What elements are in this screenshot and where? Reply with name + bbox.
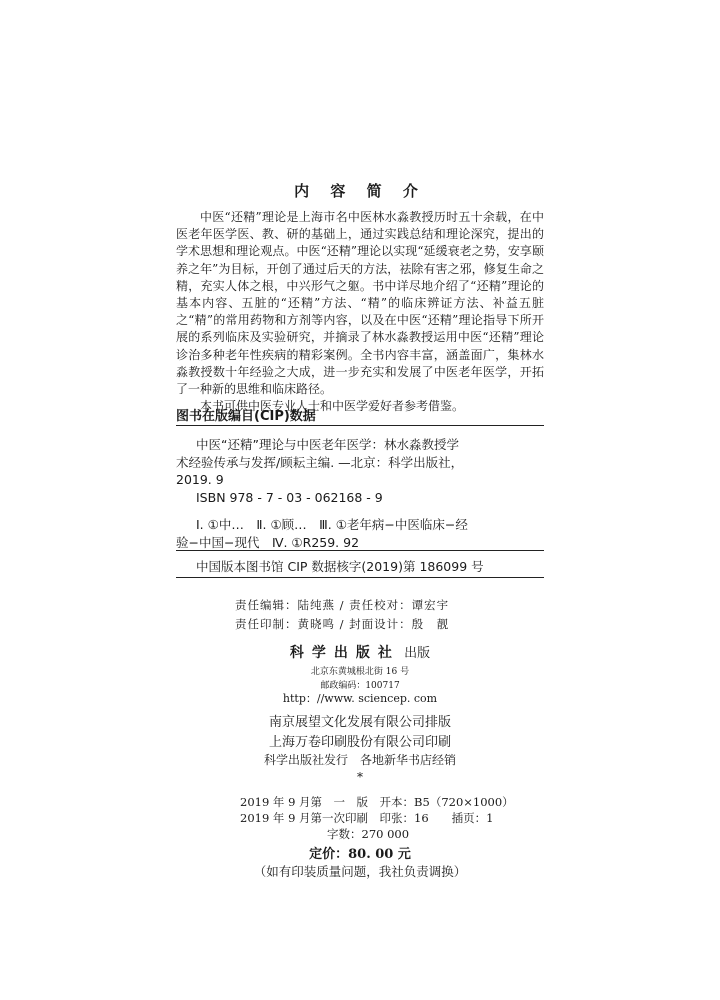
publisher-postcode: 邮政编码：100717 [320,681,400,691]
price: 定价：80. 00 元 [309,847,411,862]
cip-middle-rule [176,550,544,551]
cip-heading: 图书在版编目(CIP)数据 [176,409,316,424]
word-count: 字数：270 000 [327,827,410,841]
cip-isbn: ISBN 978 - 7 - 03 - 062168 - 9 [196,489,383,505]
cip-bottom-rule [176,577,544,578]
credits-line: 责任印制：黄晓鸣 / 封面设计：殷 靓 [235,617,450,631]
publisher-address: 北京东黄城根北街 16 号 [310,667,410,677]
intro-title: 内 容 简 介 [294,182,426,200]
intro-text [176,209,544,415]
edition-line: 2019 年 9 月第 一 版 开本：B5（720×1000） [240,795,514,809]
publisher-logo: 科学出版社 [289,645,400,661]
publisher-line [0,642,720,662]
cip-classification: Ⅰ. ①中… Ⅱ. ①顾… Ⅲ. ①老年病−中医临床−经 [196,517,468,532]
typesetter: 南京展望文化发展有限公司排版 [268,715,451,730]
cip-top-rule [176,425,544,426]
cip-classification: 验−中国−现代 Ⅳ. ①R259. 92 [176,534,360,550]
distribution: 科学出版社发行 各地新华书店经销 [263,753,456,767]
cip-title-line: 术经验传承与发挥/顾耘主编. —北京：科学出版社， [176,454,464,470]
credits-line: 责任编辑：陆纯燕 / 责任校对：谭宏宇 [235,598,450,612]
cip-title-line: 中医“还精”理论与中医老年医学：林水淼教授学 [196,437,459,452]
cip-number: 中国版本图书馆 CIP 数据核字(2019)第 186099 号 [196,559,484,574]
printer: 上海万卷印刷股份有限公司印刷 [268,735,451,750]
printing-line: 2019 年 9 月第一次印刷 印张：16 插页：1 [240,811,494,825]
publisher-url: http：//www. sciencep. com [282,692,438,705]
quality-notice: （如有印装质量问题，我社负责调换） [253,864,467,879]
intro-paragraph-2: 本书可供中医专业人士和中医学爱好者参考借鉴。 [200,399,465,414]
credits [235,596,449,634]
intro-paragraph-1: 中医“还精”理论是上海市名中医林水淼教授历时五十余载，在中医老年医学医、教、研的基础上，通过实践总结和理论深究，提出的学术思想和理论观点。中医“还精”理论以实现“延缓衰老之势，安享颐养之年”为目标，开创了通过后天的方法，祛除有害之邪，修复生命之精，充实人体之根，中兴形气之躯。书中详尽地介绍了“还精”理论的基本内容、五脏的“还精”方法、“精”的临床辨证方法、补益五脏之“精”的常用药物和方剂等内容，以及在中医“还精”理论指导下所开展的系列临床及实验研究，并摘录了林水淼教授运用中医“还精”理论诊治多种老年性疾病的精彩案例。全书内容丰富，涵盖面广，集林水淼教授数十年经验之大成，进一步充实和发展了中医老年医学，开拓了一种新的思维和临床路径。 [176,210,544,397]
cip-title-line: 2019. 9 [176,472,224,487]
publisher-suffix: 出版 [404,646,431,661]
cip-record [176,436,544,551]
separator-asterisk: * [357,770,363,784]
